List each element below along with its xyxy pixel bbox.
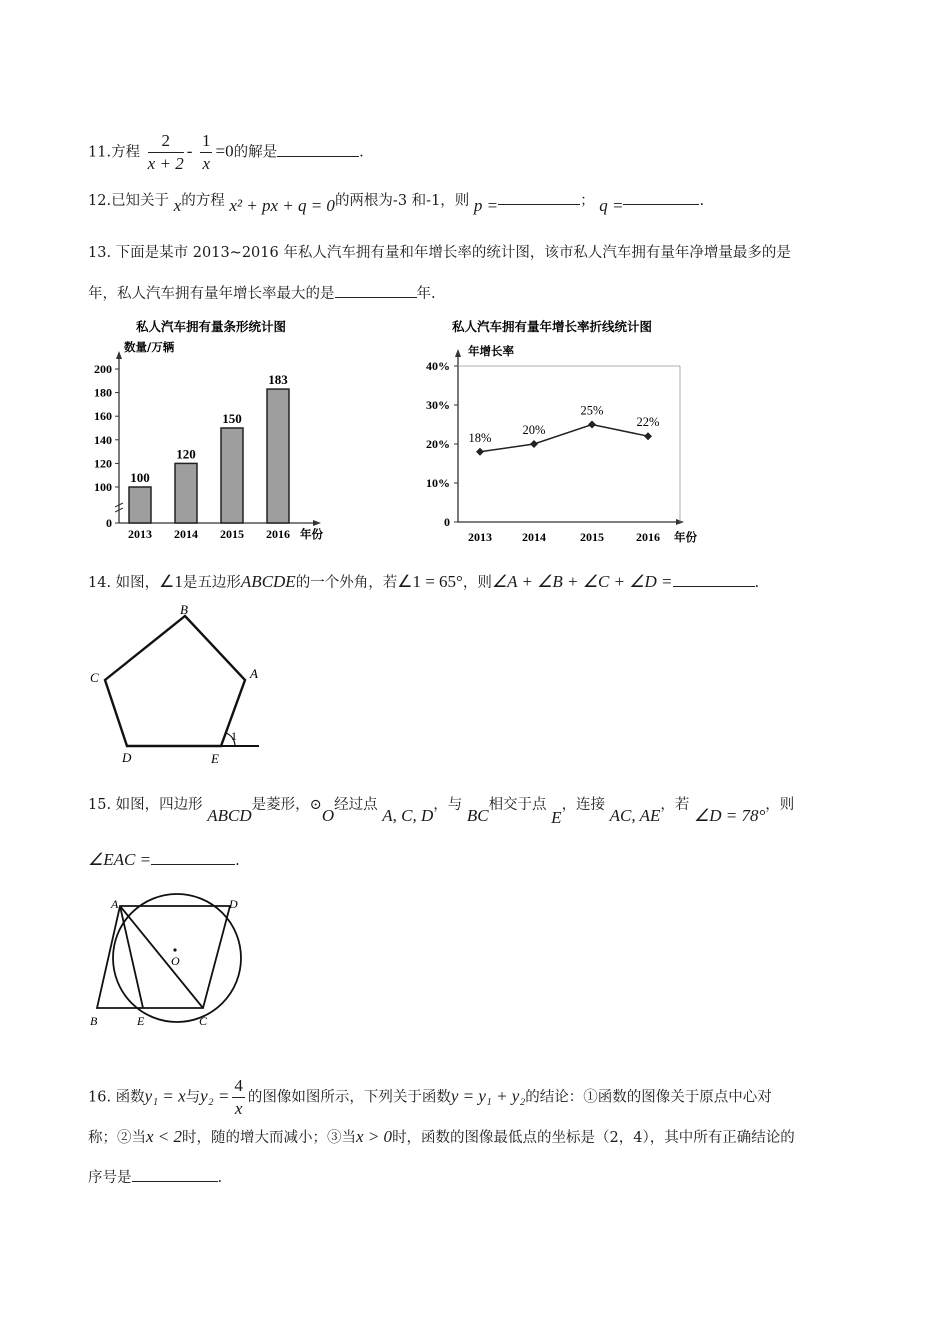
series-line	[480, 425, 648, 452]
x-tick-label: 2013	[468, 530, 492, 544]
label-B: B	[90, 1014, 98, 1028]
question-13-line-2: 年，私人汽车拥有量年增长率最大的是 年.	[88, 283, 436, 304]
x-tick-label: 2014	[174, 527, 198, 541]
rhombus-ABCD	[97, 906, 230, 1008]
y-tick-label: 30%	[426, 398, 450, 412]
y-tick-label: 40%	[426, 359, 450, 373]
rhombus-circle-figure	[85, 892, 265, 1032]
label-E: E	[211, 751, 219, 766]
label-C: C	[90, 670, 99, 685]
y-tick-label: 10%	[426, 476, 450, 490]
answer-blank[interactable]	[673, 572, 755, 587]
y-tick-label: 180	[94, 385, 112, 400]
fraction-4-over-x: $\frac{4}{x}$	[234, 1076, 243, 1118]
x-tick-label: 2016	[266, 527, 290, 541]
data-point	[530, 440, 538, 448]
bar-value-label: 120	[176, 446, 196, 462]
line-chart-title: 私人汽车拥有量年增长率折线统计图	[452, 319, 653, 334]
label-A: A	[111, 897, 119, 911]
line-chart	[412, 315, 717, 547]
answer-blank-q[interactable]	[623, 190, 699, 205]
question-14: 14. 如图，∠1是五边形ABCDE的一个外角，若∠1 = 65°，则∠A + ∠B + ∠C + ∠D = .	[88, 572, 760, 591]
data-label: 22%	[636, 415, 660, 430]
data-label: 20%	[522, 423, 546, 437]
bar-chart-ylabel: 数量/万辆	[124, 340, 175, 354]
answer-blank[interactable]	[335, 283, 417, 298]
data-point	[588, 421, 596, 429]
x-tick-label: 2013	[128, 527, 152, 541]
bar	[221, 428, 243, 523]
bar	[267, 389, 289, 523]
question-15: 15. 如图，四边形 ABCD是菱形，⊙O经过点 A, C, D，与 BC相交于点 E，连接 AC, AE，若 ∠D = 78°，则	[88, 797, 795, 827]
y-tick-label: 0	[444, 515, 450, 529]
label-D: D	[229, 897, 238, 911]
question-13-line-1: 13. 下面是某市 2013~2016 年私人汽车拥有量和年增长率的统计图，该市私人汽车拥有量年净增量最多的是	[88, 245, 791, 261]
answer-blank-p[interactable]	[498, 190, 580, 205]
data-label: 18%	[468, 430, 492, 445]
fraction-1: $\frac{2}{x + 2}$	[147, 131, 184, 173]
line-chart-ylabel: 年增长率	[468, 344, 514, 358]
y-tick-label: 100	[94, 480, 112, 494]
bar-chart	[88, 315, 338, 547]
line-chart-xlabel: 年份	[674, 530, 697, 544]
data-point	[644, 432, 652, 440]
answer-blank[interactable]	[151, 850, 235, 865]
answer-blank[interactable]	[277, 142, 359, 157]
data-label: 25%	[580, 403, 604, 418]
y-tick-label: 140	[94, 432, 112, 447]
bar	[175, 463, 197, 523]
y-tick-label: 160	[94, 409, 112, 424]
fraction-2: $\frac{1}{x}$	[201, 131, 211, 173]
bar-value-label: 100	[130, 470, 150, 485]
bar-chart-xlabel: 年份	[300, 527, 323, 541]
x-tick-label: 2015	[580, 530, 604, 544]
x-tick-label: 2016	[636, 530, 660, 544]
question-12: 12.已知关于 x的方程 x² + px + q = 0的两根为-3 和-1，则 p = ； q = .	[88, 190, 704, 211]
bar-value-label: 183	[268, 372, 288, 388]
center-point	[173, 948, 176, 951]
pentagon	[105, 616, 245, 746]
y-tick-label: 0	[106, 516, 112, 530]
label-O: O	[171, 954, 180, 968]
y-tick-label: 120	[94, 456, 112, 471]
data-point	[476, 448, 484, 456]
question-16-line-3: 序号是 .	[88, 1167, 222, 1188]
bar-value-label: 150	[222, 411, 242, 426]
label-C: C	[199, 1014, 208, 1028]
x-tick-label: 2015	[220, 527, 244, 541]
question-11: 11.方程 $\frac{2}{x + 2}$ - $\frac{1}{x}$ =0的解是 .	[88, 131, 364, 173]
pentagon-figure	[85, 600, 265, 770]
y-tick-label: 200	[94, 362, 112, 376]
question-16: 16. 函数y₁ = x与y₂ = $\frac{4}{x}$ 的图像如图所示，下列关于函数y = y₁ + y₂的结论：①函数的图像关于原点中心对	[88, 1076, 772, 1118]
y-tick-label: 20%	[426, 437, 450, 451]
label-D: D	[122, 750, 132, 765]
label-B: B	[180, 602, 188, 617]
label-1: 1	[231, 729, 237, 743]
question-15-line-2: ∠EAC = .	[88, 850, 240, 869]
bar	[129, 487, 151, 523]
question-16-line-2: 称；②当x < 2时，随的增大而减小；③当x > 0时，函数的图像最低点的坐标是（2，4），其中所有正确结论的	[88, 1127, 795, 1146]
label-E: E	[137, 1014, 145, 1028]
label-A: A	[250, 666, 258, 681]
segment-AC	[120, 906, 203, 1008]
answer-blank[interactable]	[132, 1167, 218, 1182]
bar-chart-title: 私人汽车拥有量条形统计图	[136, 319, 287, 334]
x-tick-label: 2014	[522, 530, 546, 544]
